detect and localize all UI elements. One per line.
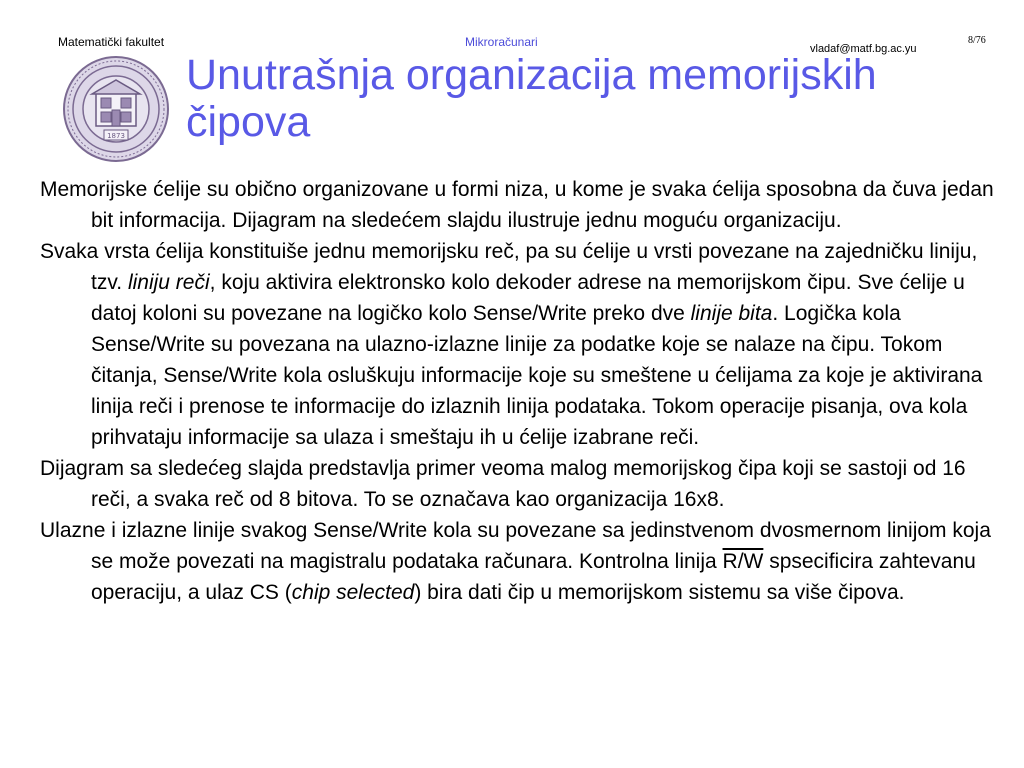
paragraph-2-text-2: , koju aktivira elektronsko kolo dekoder adrese na memorijskom čipu. Sve ćelije u datoj koloni su povezane na logičko kolo Sense/Write preko dve	[91, 271, 965, 325]
header-course: Mikroračunari	[465, 35, 538, 49]
paragraph-1: Memorijske ćelije su obično organizovane u formi niza, u kome je svaka ćelija sposobna da čuva jedan bit informacija. Dijagram na sledećem slajdu ilustruje jednu moguću organizaciju.	[40, 178, 994, 232]
term-chip-selected: chip selected	[291, 581, 415, 604]
paragraph-4	[40, 515, 1000, 608]
term-word-line: liniju reči	[127, 271, 210, 294]
paragraph-4-text-1: Ulazne i izlazne linije svakog Sense/Write kola su povezane sa jedinstvenom dvosmernom linijom koja se može povezati na magistralu podataka računara. Kontrolna linija	[40, 519, 991, 573]
paragraph-4-text-3: ) bira dati čip u memorijskom sistemu sa više čipova.	[414, 581, 905, 604]
seal-year: 1873	[107, 132, 125, 140]
header-institution: Matematički fakultet	[58, 35, 165, 49]
paragraph-2-text-3: . Logička kola Sense/Write su povezana na ulazno-izlazne linije za podatke koje se nalaze na čipu. Tokom čitanja, Sense/Write kola osluškuju informacije koje su smeštene u ćelijama za koje je aktivirana linija reči i prenose te informacije do izlaznih linija podataka. Tokom operacije pisanja, ova kola prihvataju informacije sa ulaza i smeštaju ih u ćelije izabrane reči.	[91, 302, 983, 449]
signal-rw: R/W	[722, 550, 764, 573]
faculty-seal-icon	[58, 54, 174, 164]
header-email: vladaf@matf.bg.ac.yu	[810, 43, 917, 55]
paragraph-3: Dijagram sa sledećeg slajda predstavlja primer veoma malog memorijskog čipa koji se sastoji od 16 reči, a svaka reč od 8 bitova. To se označava kao organizacija 16x8.	[40, 457, 966, 511]
paragraph-2	[40, 236, 1000, 453]
paragraph-2-text-1: Svaka vrsta ćelija konstituiše jednu memorijsku reč, pa su ćelije u vrsti povezane na zajedničku liniju, tzv.	[40, 240, 978, 294]
term-bit-lines: linije bita	[690, 302, 773, 325]
paragraph-4-text-2: spsecificira zahtevanu operaciju, a ulaz CS (	[91, 550, 976, 604]
page-number: 8/76	[968, 35, 986, 46]
page-title: Unutrašnja organizacija memorijskih čipova	[186, 51, 877, 146]
slide-body	[40, 174, 1000, 608]
